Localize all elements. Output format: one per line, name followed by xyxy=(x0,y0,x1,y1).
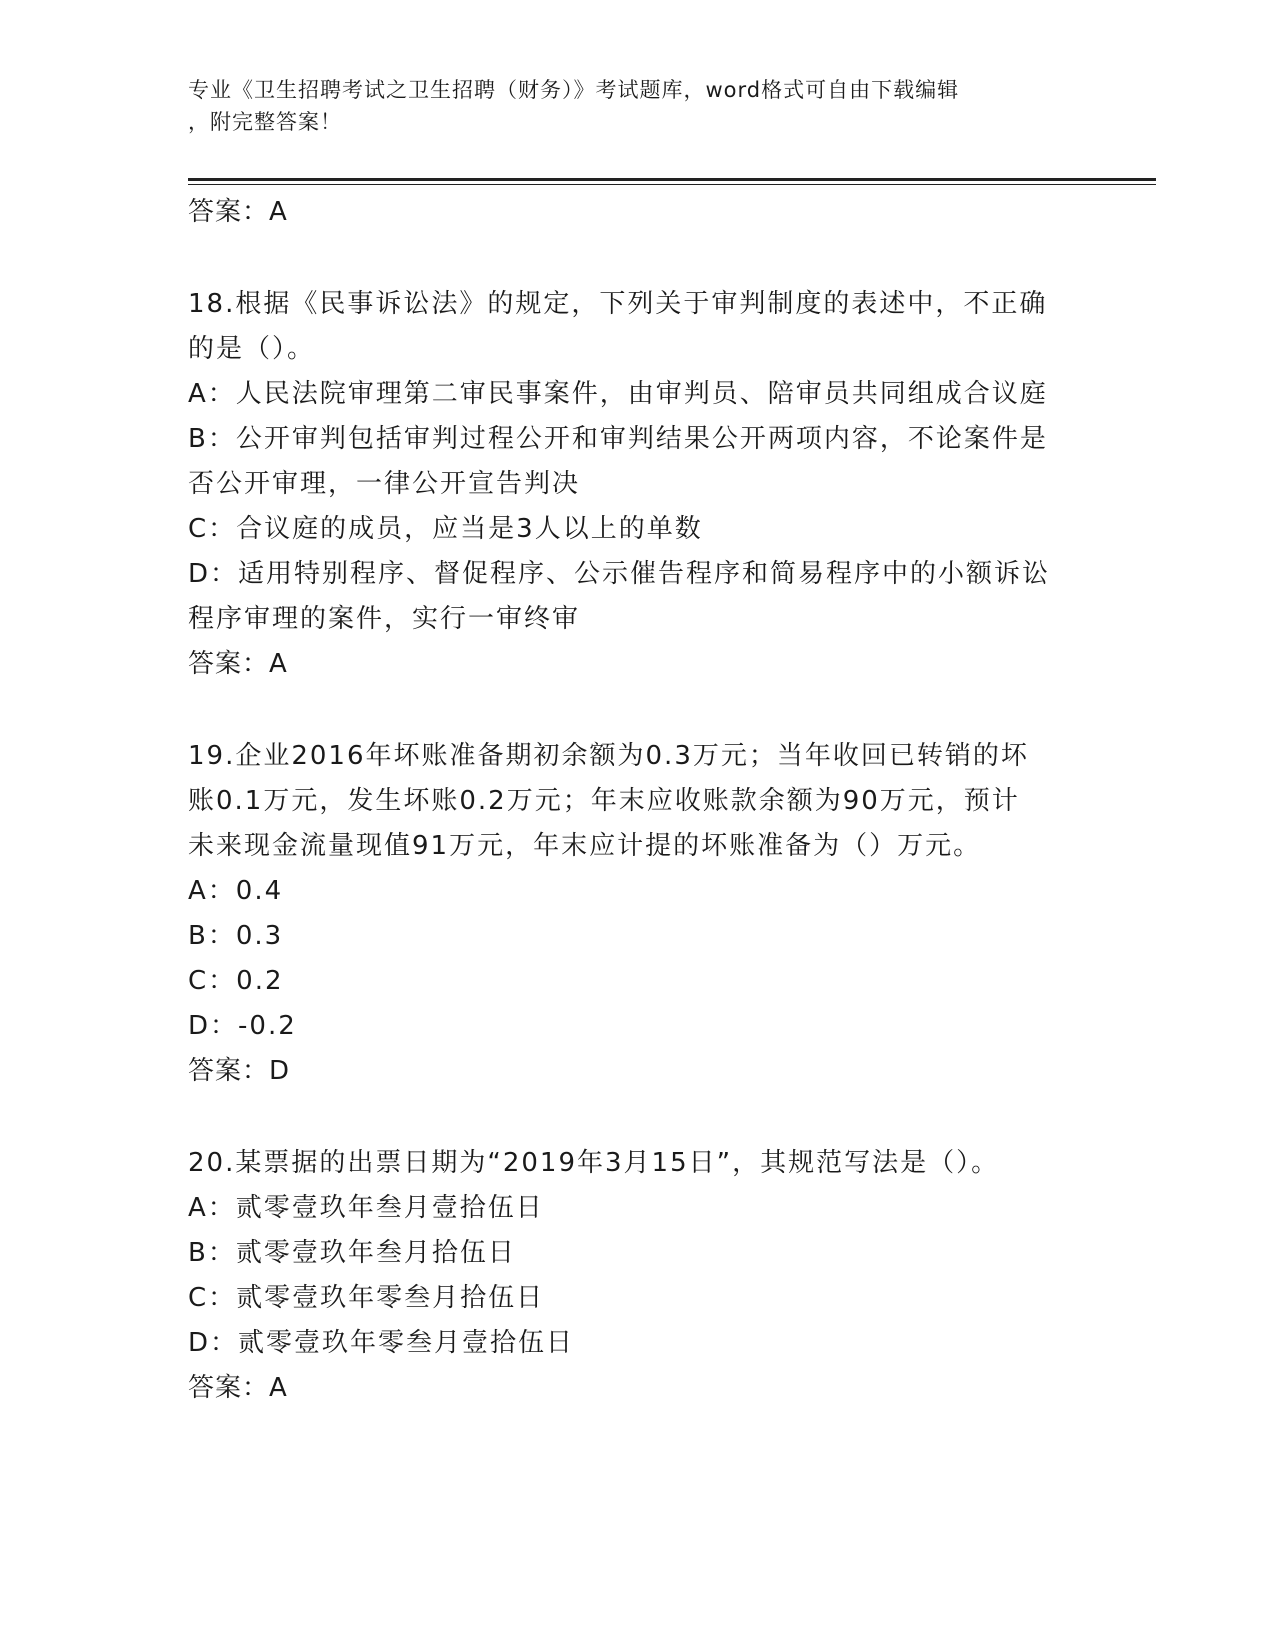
answer-line: 答案：A xyxy=(188,197,288,227)
option-line: B：贰零壹玖年叁月拾伍日 xyxy=(188,1238,516,1268)
question-stem-line: 账0.1万元，发生坏账0.2万元；年末应收账款余额为90万元，预计 xyxy=(188,786,1020,816)
question-stem-line: 的是（）。 xyxy=(188,334,316,364)
option-line: B：公开审判包括审判过程公开和审判结果公开两项内容，不论案件是 xyxy=(188,424,1048,454)
option-line: A：贰零壹玖年叁月壹拾伍日 xyxy=(188,1193,544,1223)
answer-line: 答案：A xyxy=(188,1373,288,1403)
spacer xyxy=(188,235,1088,282)
header-divider-thin xyxy=(188,184,1156,185)
header-line-1: 专业《卫生招聘考试之卫生招聘（财务）》考试题库，word格式可自由下载编辑 xyxy=(188,78,960,102)
option-line: 否公开审理，一律公开宣告判决 xyxy=(188,469,581,499)
question-content xyxy=(188,190,1088,1411)
answer-line: 答案：A xyxy=(188,649,288,679)
option-line: D：-0.2 xyxy=(188,1011,297,1041)
question-block xyxy=(188,734,1088,1094)
question-stem-line: 18.根据《民事诉讼法》的规定，下列关于审判制度的表述中，不正确 xyxy=(188,289,1048,319)
option-line: C：贰零壹玖年零叁月拾伍日 xyxy=(188,1283,545,1313)
option-line: C：合议庭的成员，应当是3人以上的单数 xyxy=(188,514,703,544)
option-line: A：0.4 xyxy=(188,876,284,906)
question-stem-line: 未来现金流量现值91万元，年末应计提的坏账准备为（）万元。 xyxy=(188,831,982,861)
page-header-note xyxy=(188,74,1068,138)
question-block xyxy=(188,282,1088,687)
option-line: B：0.3 xyxy=(188,921,284,951)
option-line: 程序审理的案件，实行一审终审 xyxy=(188,604,581,634)
option-line: D：贰零壹玖年零叁月壹拾伍日 xyxy=(188,1328,575,1358)
option-line: D：适用特别程序、督促程序、公示催告程序和简易程序中的小额诉讼 xyxy=(188,559,1051,589)
option-line: A：人民法院审理第二审民事案件，由审判员、陪审员共同组成合议庭 xyxy=(188,379,1048,409)
spacer xyxy=(188,1094,1088,1141)
answer-line: 答案：D xyxy=(188,1056,291,1086)
question-stem-line: 19.企业2016年坏账准备期初余额为0.3万元；当年收回已转销的坏 xyxy=(188,741,1029,771)
header-divider-thick xyxy=(188,178,1156,181)
spacer xyxy=(188,687,1088,734)
question-stem-line: 20.某票据的出票日期为“2019年3月15日”，其规范写法是（）。 xyxy=(188,1148,1000,1178)
option-line: C：0.2 xyxy=(188,966,284,996)
header-line-2: ，附完整答案！ xyxy=(188,110,342,134)
question-block xyxy=(188,1141,1088,1411)
